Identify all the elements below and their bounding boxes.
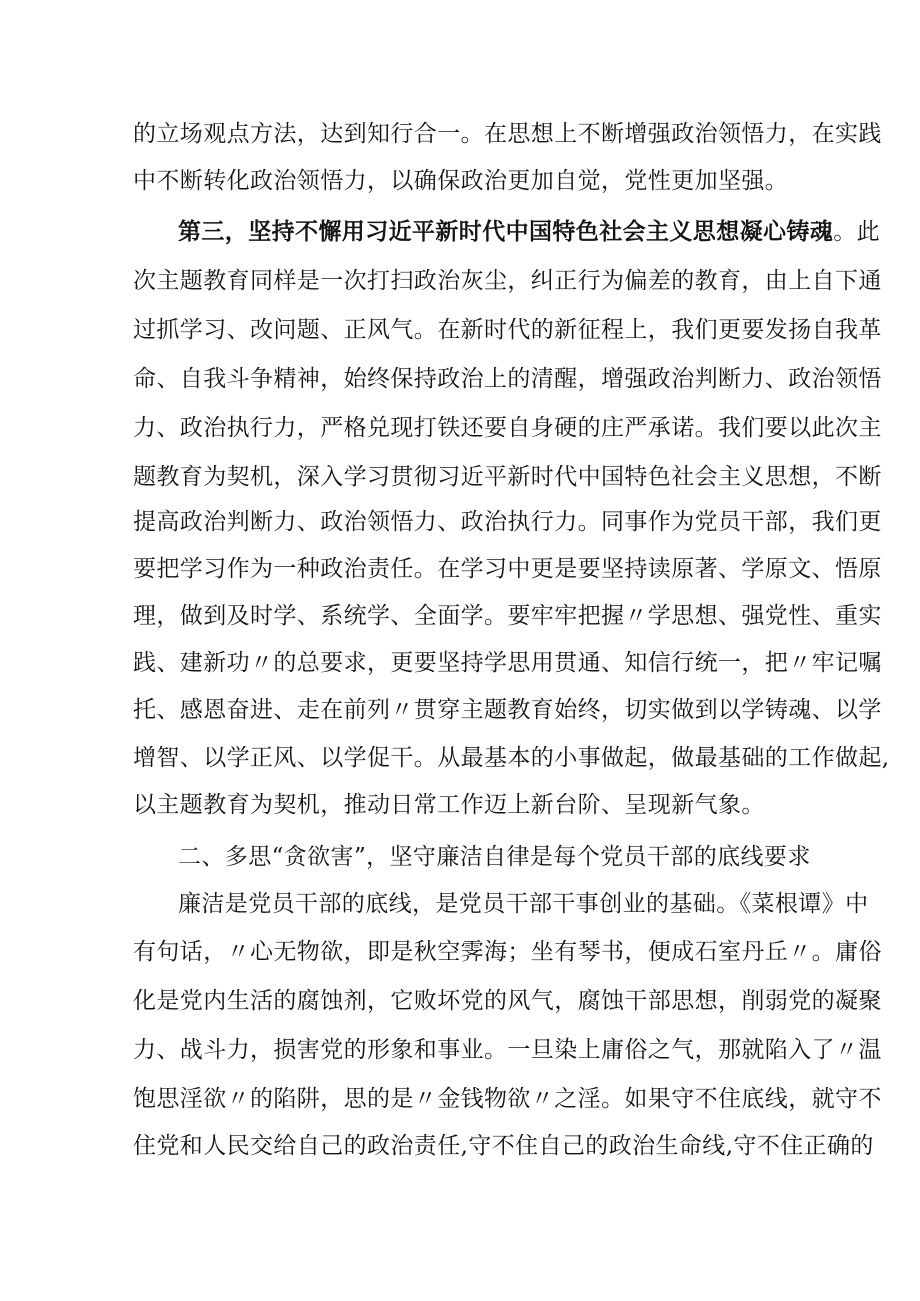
text-line: 廉洁是党员干部的底线，是党员干部干事创业的基础。《菜根谭》中 <box>178 891 869 917</box>
text-line: 化是党内生活的腐蚀剂，它败坏党的风气，腐蚀干部思想，削弱党的凝聚 <box>133 988 882 1014</box>
text-line: 提高政治判断力、政治领悟力、政治执行力。同事作为党员干部，我们更 <box>133 509 882 535</box>
text-line: 饱思淫欲〃的陷阱，思的是〃金钱物欲〃之淫。如果守不住底线，就守不 <box>133 1086 882 1112</box>
text-line: 力、战斗力，损害党的形象和事业。一旦染上庸俗之气，那就陷入了〃温 <box>133 1037 882 1063</box>
text-line: 以主题教育为契机，推动日常工作迈上新台阶、呈现新气象。 <box>133 792 765 818</box>
bold-lead-text: 第三，坚持不懈用习近平新时代中国特色社会主义思想凝心铸魂 <box>178 218 834 245</box>
paragraph-lead-line <box>178 212 881 252</box>
section-heading: 二、多思“贪欲害”，坚守廉洁自律是每个党员干部的底线要求 <box>178 844 811 870</box>
text-line: 要把学习作为一种政治责任。在学习中更是要坚持读原著、学原文、悟原 <box>133 556 882 582</box>
lead-rest-text: 。此 <box>833 219 881 245</box>
text-line: 次主题教育同样是一次打扫政治灰尘，纠正行为偏差的教育，由上自下通 <box>133 268 882 294</box>
text-line: 的立场观点方法，达到知行合一。在思想上不断增强政治领悟力，在实践 <box>133 121 882 147</box>
text-line: 力、政治执行力，严格兑现打铁还要自身硬的庄严承诺。我们要以此次主 <box>133 415 882 441</box>
text-line: 住党和人民交给自己的政治责任,守不住自己的政治生命线,守不住正确的 <box>133 1133 874 1159</box>
text-line: 践、建新功〃的总要求，更要坚持学思用贯通、知信行统一，把〃牢记嘱 <box>133 650 882 676</box>
text-line: 理，做到及时学、系统学、全面学。要牢牢把握〃学思想、强党性、重实 <box>133 603 882 629</box>
text-line: 增智、以学正风、以学促干。从最基本的小事做起，做最基础的工作做起, <box>133 745 890 771</box>
text-line: 中不断转化政治领悟力，以确保政治更加自觉，党性更加坚强。 <box>133 168 789 194</box>
text-line: 过抓学习、改问题、正风气。在新时代的新征程上，我们更要发扬自我革 <box>133 317 882 343</box>
text-line: 有句话，〃心无物欲，即是秋空霁海；坐有琴书，便成石室丹丘〃。庸俗 <box>133 939 882 965</box>
text-line: 托、感恩奋进、走在前列〃贯穿主题教育始终，切实做到以学铸魂、以学 <box>133 697 882 723</box>
text-line: 命、自我斗争精神，始终保持政治上的清醒，增强政治判断力、政治领悟 <box>133 366 882 392</box>
text-line: 题教育为契机，深入学习贯彻习近平新时代中国特色社会主义思想，不断 <box>133 464 882 490</box>
